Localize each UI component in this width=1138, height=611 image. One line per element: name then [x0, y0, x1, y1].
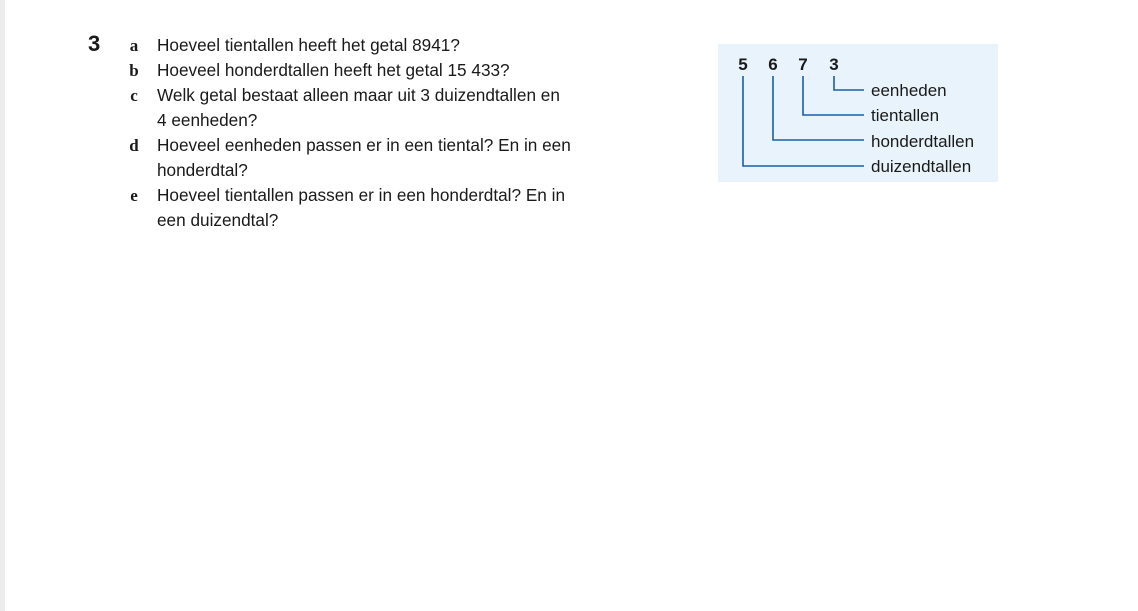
question-c-letter: c: [130, 86, 138, 105]
label-thousands: duizendtallen: [871, 157, 972, 176]
question-e-line-1: Hoeveel tientallen passen er in een honderdtal? En in: [157, 185, 566, 205]
question-c-line-2: 4 eenheden?: [157, 110, 258, 130]
question-a-letter: a: [129, 36, 139, 55]
question-e-line-2: een duizendtal?: [157, 210, 279, 230]
page-left-margin: [0, 0, 5, 611]
place-value-diagram: [718, 44, 998, 182]
question-a-line-1: Hoeveel tientallen heeft het getal 8941?: [157, 35, 460, 55]
question-d-line-1: Hoeveel eenheden passen er in een tiental? En in een: [157, 135, 571, 155]
digit-tens: 7: [798, 55, 808, 74]
label-tens: tientallen: [871, 106, 940, 125]
question-c-line-1: Welk getal bestaat alleen maar uit 3 duizendtallen en: [157, 85, 560, 105]
bracket-units: [834, 76, 864, 90]
question-e-letter: e: [130, 186, 138, 205]
label-units: eenheden: [871, 81, 947, 100]
question-d-letter: d: [129, 136, 139, 155]
digit-thousands: 5: [738, 55, 748, 74]
exercise-number: 3: [88, 31, 101, 56]
question-d-line-2: honderdtal?: [157, 160, 248, 180]
question-b-letter: b: [129, 61, 139, 80]
digit-units: 3: [829, 55, 839, 74]
question-b-line-1: Hoeveel honderdtallen heeft het getal 15 433?: [157, 60, 510, 80]
place-value-diagram-svg: [718, 44, 998, 182]
label-hundreds: honderdtallen: [871, 132, 975, 151]
digit-hundreds: 6: [768, 55, 778, 74]
bracket-hundreds: [773, 76, 864, 140]
